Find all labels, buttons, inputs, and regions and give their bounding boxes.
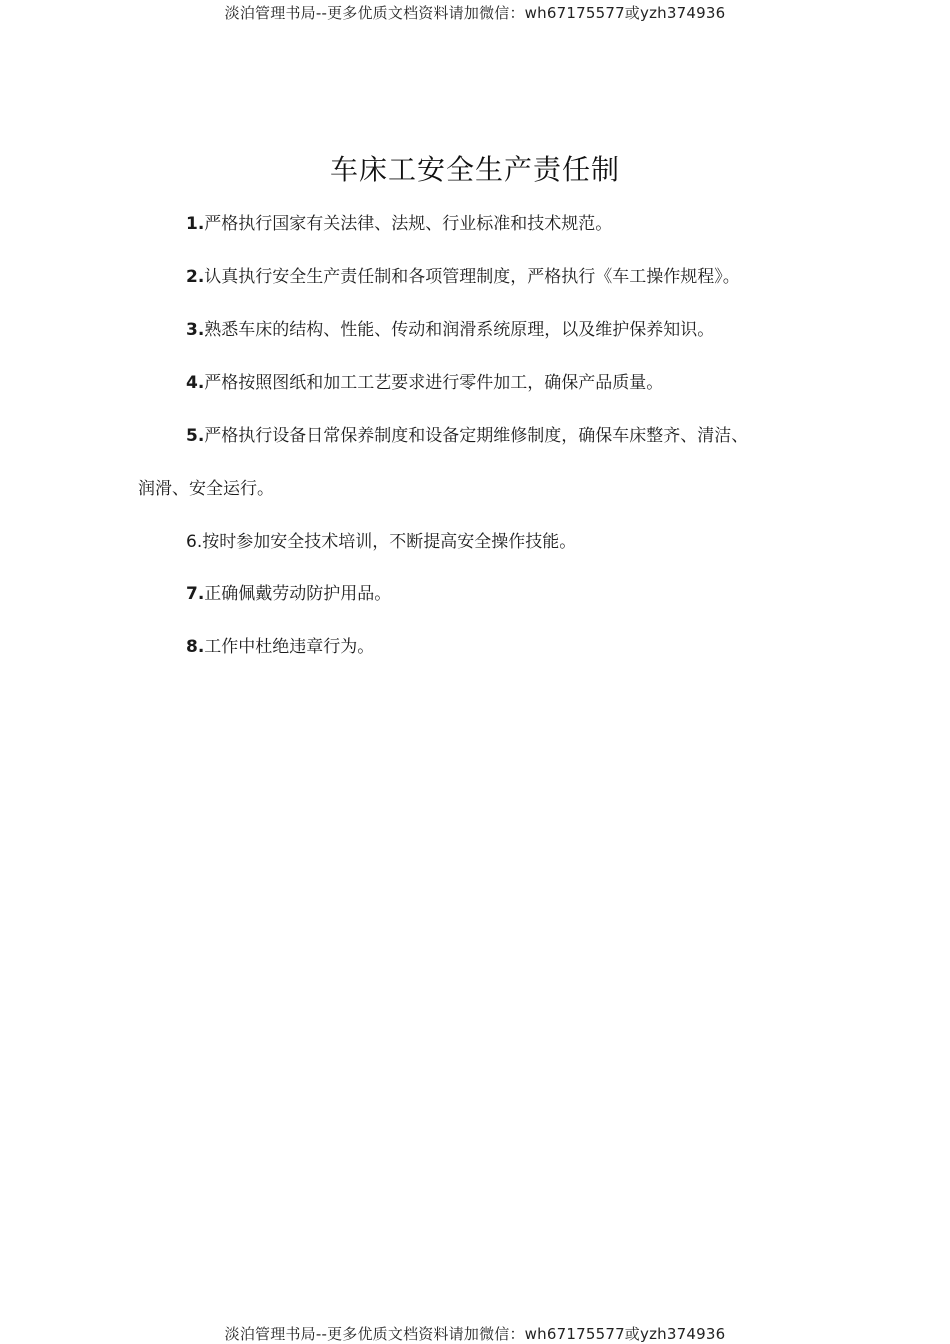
clause-5-number: 5. [186, 426, 205, 446]
clause-8-number: 8. [186, 637, 205, 657]
clause-6 [186, 530, 576, 554]
page-footer: 淡泊管理书局--更多优质文档资料请加微信：wh67175577或yzh374936 [224, 1325, 726, 1343]
clause-8 [186, 635, 374, 659]
clause-2 [186, 265, 740, 289]
clause-7-number: 7. [186, 584, 205, 604]
clause-4-text: 严格按照图纸和加工工艺要求进行零件加工，确保产品质量。 [204, 373, 664, 393]
clause-3-text: 熟悉车床的结构、性能、传动和润滑系统原理，以及维护保养知识。 [204, 320, 715, 340]
clause-4-number: 4. [186, 373, 205, 393]
clause-2-text: 认真执行安全生产责任制和各项管理制度，严格执行《车工操作规程》。 [204, 267, 740, 287]
clause-6-number: 6. [186, 532, 203, 552]
clause-5-continuation: 润滑、安全运行。 [138, 479, 274, 499]
clause-2-number: 2. [186, 267, 205, 287]
clause-5 [186, 424, 748, 448]
page-header: 淡泊管理书局--更多优质文档资料请加微信：wh67175577或yzh374936 [224, 4, 726, 22]
clause-1-number: 1. [186, 214, 205, 234]
clause-5-text: 严格执行设备日常保养制度和设备定期维修制度，确保车床整齐、清洁、 [204, 426, 749, 446]
document-title: 车床工安全生产责任制 [329, 153, 620, 186]
clause-7-text: 正确佩戴劳动防护用品。 [204, 584, 392, 604]
clause-1 [186, 212, 612, 236]
clause-6-text: 按时参加安全技术培训，不断提高安全操作技能。 [202, 532, 577, 552]
clause-3 [186, 318, 714, 342]
clause-1-text: 严格执行国家有关法律、法规、行业标准和技术规范。 [204, 214, 613, 234]
clause-8-text: 工作中杜绝违章行为。 [204, 637, 375, 657]
clause-7 [186, 582, 391, 606]
clause-4 [186, 371, 663, 395]
clause-3-number: 3. [186, 320, 205, 340]
